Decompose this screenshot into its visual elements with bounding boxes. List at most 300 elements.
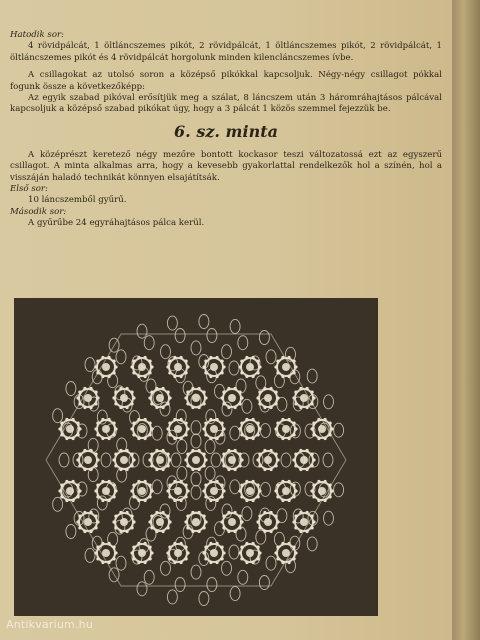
flower-petal [329, 422, 332, 425]
flower-petal [329, 484, 332, 487]
mesh-loop [222, 345, 232, 359]
flower-petal [149, 546, 152, 549]
mesh-loop [116, 350, 126, 364]
flower-petal [288, 499, 291, 502]
flower-petal [148, 458, 151, 461]
mesh-loop [207, 329, 217, 343]
flower-petal [132, 484, 135, 487]
flower-petal [245, 437, 248, 440]
flower-petal [209, 437, 212, 440]
flower-petal [294, 402, 297, 405]
flower-petal [60, 433, 63, 436]
row-six-paragraph: 4 rövidpálcát, 1 öltláncszemes pikót, 2 rövidpálcát, 1 öltláncszemes pikót, 2 rövidpálcát, 1 öltláncszemes pikót és 4 rövidpálcát horgolunk minden kilencláncszemes ívbe. [10, 41, 442, 63]
flower-petal [293, 495, 296, 498]
flower-center [318, 487, 326, 495]
flower-petal [167, 453, 170, 456]
flower-center [174, 549, 182, 557]
flower-petal [263, 511, 266, 514]
flower-petal [132, 520, 135, 523]
flower-petal [94, 489, 97, 492]
flower-petal [312, 433, 315, 436]
flower-petal [95, 453, 98, 456]
flower-petal [108, 480, 111, 483]
flower-petal [76, 396, 79, 399]
flower-petal [184, 396, 187, 399]
flower-petal [204, 484, 207, 487]
flower-petal [144, 418, 147, 421]
flower-petal [257, 371, 260, 374]
flower-petal [258, 551, 261, 554]
flower-petal [239, 402, 242, 405]
flower-petal [180, 418, 183, 421]
flower-petal [150, 551, 153, 554]
flower-petal [240, 557, 243, 560]
flower-petal [184, 520, 187, 523]
flower-petal [216, 418, 219, 421]
flower-petal [270, 511, 273, 514]
flower-petal [131, 515, 134, 518]
flower-petal [245, 542, 248, 545]
flower-petal [137, 561, 140, 564]
flower-petal [168, 557, 171, 560]
flower-petal [131, 402, 134, 405]
flower-petal [275, 526, 278, 529]
flower-petal [58, 489, 61, 492]
flower-petal [234, 530, 237, 533]
flower-petal [72, 418, 75, 421]
flower-petal [240, 546, 243, 549]
flower-petal [258, 402, 261, 405]
mesh-loop [175, 578, 185, 592]
flower-petal [281, 437, 284, 440]
flower-petal [155, 530, 158, 533]
flower-petal [166, 551, 169, 554]
mesh-loop [324, 395, 334, 409]
flower-center [138, 549, 146, 557]
flower-petal [275, 402, 278, 405]
flower-petal [203, 515, 206, 518]
flower-petal [101, 418, 104, 421]
flower-petal [185, 546, 188, 549]
flower-petal [96, 396, 99, 399]
flower-petal [168, 433, 171, 436]
flower-petal [299, 449, 302, 452]
flower-petal [155, 406, 158, 409]
flower-center [174, 487, 182, 495]
flower-petal [204, 458, 207, 461]
flower-petal [132, 495, 135, 498]
flower-petal [276, 422, 279, 425]
flower-petal [203, 453, 206, 456]
flower-petal [108, 375, 111, 378]
flower-petal [294, 427, 297, 430]
flower-petal [78, 526, 81, 529]
flower-petal [306, 511, 309, 514]
flower-petal [204, 422, 207, 425]
mesh-loop [167, 590, 177, 604]
mesh-loop [152, 480, 162, 494]
spider-paragraph: Az egyik szabad pikóval erősítjük meg a szálat, 8 láncszem után 3 háromráhajtásos pálcával kapcsoljuk a középső szabad pikókat úgy, hogy a 3 pálcát 1 közös szemmel fejezzük be. [10, 93, 442, 115]
flower-petal [113, 371, 116, 374]
flower-petal [148, 396, 151, 399]
flower-center [246, 487, 254, 495]
flower-petal [186, 391, 189, 394]
flower-petal [180, 499, 183, 502]
mesh-loop [230, 426, 240, 440]
flower-petal [238, 551, 241, 554]
flower-center [246, 363, 254, 371]
flower-petal [119, 511, 122, 514]
flower-petal [126, 468, 129, 471]
flower-petal [227, 468, 230, 471]
flower-petal [274, 551, 277, 554]
flower-center [300, 456, 308, 464]
flower-petal [150, 489, 153, 492]
flower-petal [258, 526, 261, 529]
flower-petal [312, 484, 315, 487]
flower-petal [96, 484, 99, 487]
flower-petal [150, 391, 153, 394]
flower-petal [312, 458, 315, 461]
flower-petal [108, 561, 111, 564]
flower-petal [65, 480, 68, 483]
flower-petal [209, 480, 212, 483]
flower-petal [90, 449, 93, 452]
mesh-loop [334, 483, 344, 497]
flower-petal [263, 406, 266, 409]
flower-petal [329, 495, 332, 498]
flower-petal [126, 387, 129, 390]
flower-petal [221, 422, 224, 425]
flower-petal [198, 449, 201, 452]
flower-petal [240, 360, 243, 363]
flower-petal [324, 437, 327, 440]
flower-petal [239, 526, 242, 529]
flower-petal [209, 418, 212, 421]
flower-petal [168, 495, 171, 498]
flower-petal [162, 387, 165, 390]
flower-petal [311, 515, 314, 518]
flower-petal [78, 464, 81, 467]
flower-petal [234, 511, 237, 514]
flower-petal [204, 495, 207, 498]
flower-center [120, 394, 128, 402]
mesh-loop [53, 497, 63, 511]
flower-petal [186, 526, 189, 529]
flower-petal [150, 453, 153, 456]
mesh-loop [199, 315, 209, 329]
flower-center [66, 487, 74, 495]
mesh-loop [238, 336, 248, 350]
mesh-loop [259, 576, 269, 590]
flower-petal [94, 365, 97, 368]
flower-petal [257, 433, 260, 436]
flower-petal [150, 515, 153, 518]
flower-center [192, 456, 200, 464]
flower-petal [292, 396, 295, 399]
flower-petal [240, 520, 243, 523]
flower-petal [204, 546, 207, 549]
flower-petal [185, 484, 188, 487]
flower-petal [276, 360, 279, 363]
flower-center [228, 394, 236, 402]
flower-petal [144, 542, 147, 545]
flower-center [300, 394, 308, 402]
flower-petal [198, 511, 201, 514]
flower-petal [77, 422, 80, 425]
flower-petal [168, 520, 171, 523]
flower-center [156, 518, 164, 526]
flower-center [138, 487, 146, 495]
flower-petal [137, 437, 140, 440]
flower-petal [149, 433, 152, 436]
flower-center [210, 363, 218, 371]
flower-petal [113, 360, 116, 363]
flower-petal [263, 468, 266, 471]
flower-petal [173, 437, 176, 440]
flower-petal [144, 437, 147, 440]
flower-petal [113, 557, 116, 560]
book-spine [452, 0, 480, 640]
mesh-loop [242, 399, 252, 413]
flower-petal [150, 402, 153, 405]
flower-petal [96, 546, 99, 549]
flower-petal [65, 499, 68, 502]
flower-petal [78, 515, 81, 518]
flower-petal [204, 360, 207, 363]
flower-petal [191, 511, 194, 514]
flower-center [156, 456, 164, 464]
flower-petal [216, 375, 219, 378]
flower-petal [131, 526, 134, 529]
flower-petal [288, 418, 291, 421]
flower-petal [216, 356, 219, 359]
flower-petal [114, 515, 117, 518]
flower-petal [168, 484, 171, 487]
flower-petal [238, 427, 241, 430]
flower-petal [126, 406, 129, 409]
flower-petal [288, 542, 291, 545]
flower-petal [148, 520, 151, 523]
flower-petal [310, 489, 313, 492]
flower-petal [220, 520, 223, 523]
flower-petal [101, 437, 104, 440]
flower-petal [155, 468, 158, 471]
flower-petal [258, 489, 261, 492]
mesh-loop [144, 570, 154, 584]
flower-petal [317, 499, 320, 502]
flower-center [66, 425, 74, 433]
flower-center [246, 549, 254, 557]
mesh-loop [66, 382, 76, 396]
flower-center [120, 518, 128, 526]
flower-center [282, 487, 290, 495]
flower-petal [203, 464, 206, 467]
flower-petal [180, 375, 183, 378]
flower-center [246, 425, 254, 433]
flower-petal [101, 375, 104, 378]
flower-petal [239, 391, 242, 394]
flower-petal [130, 427, 133, 430]
flower-petal [60, 484, 63, 487]
flower-petal [312, 495, 315, 498]
flower-petal [310, 427, 313, 430]
flower-petal [252, 542, 255, 545]
flower-petal [216, 561, 219, 564]
flower-petal [191, 468, 194, 471]
flower-center [228, 518, 236, 526]
flower-petal [185, 422, 188, 425]
flower-petal [180, 437, 183, 440]
flower-petal [96, 520, 99, 523]
flower-petal [293, 371, 296, 374]
flower-petal [168, 371, 171, 374]
flower-petal [131, 464, 134, 467]
flower-petal [270, 449, 273, 452]
flower-petal [299, 511, 302, 514]
flower-center [84, 456, 92, 464]
flower-petal [167, 515, 170, 518]
mesh-loop [161, 561, 171, 575]
flower-petal [95, 402, 98, 405]
flower-center [282, 425, 290, 433]
flower-petal [276, 495, 279, 498]
mesh-loop [152, 426, 162, 440]
flower-petal [77, 433, 80, 436]
flower-petal [173, 499, 176, 502]
mesh-loop [137, 324, 147, 338]
flower-petal [185, 371, 188, 374]
flower-petal [245, 418, 248, 421]
flower-petal [258, 427, 261, 430]
flower-petal [78, 402, 81, 405]
flower-petal [113, 422, 116, 425]
mesh-loop [242, 507, 252, 521]
flower-petal [239, 464, 242, 467]
flower-petal [149, 422, 152, 425]
flower-petal [166, 365, 169, 368]
flower-petal [114, 427, 117, 430]
flower-petal [220, 396, 223, 399]
flower-petal [191, 387, 194, 390]
mesh-loop [53, 409, 63, 423]
flower-petal [240, 371, 243, 374]
flower-petal [204, 520, 207, 523]
mesh-loop [66, 525, 76, 539]
flower-petal [257, 546, 260, 549]
mesh-loop [229, 361, 239, 375]
flower-petal [173, 418, 176, 421]
flower-petal [306, 387, 309, 390]
flower-petal [167, 402, 170, 405]
mesh-loop [199, 592, 209, 606]
flower-petal [191, 530, 194, 533]
flower-petal [312, 422, 315, 425]
flower-petal [263, 449, 266, 452]
flower-center [210, 425, 218, 433]
flower-petal [258, 391, 261, 394]
flower-petal [311, 464, 314, 467]
flower-petal [166, 427, 169, 430]
flower-petal [186, 365, 189, 368]
flower-petal [330, 489, 333, 492]
flower-petal [299, 530, 302, 533]
flower-petal [130, 489, 133, 492]
flower-petal [119, 468, 122, 471]
flower-petal [198, 468, 201, 471]
flower-petal [240, 495, 243, 498]
flower-petal [292, 458, 295, 461]
flower-petal [96, 360, 99, 363]
row-six-label: Hatodik sor: [10, 30, 65, 40]
flower-petal [137, 480, 140, 483]
flower-petal [114, 402, 117, 405]
mesh-loop [230, 319, 240, 333]
flower-petal [324, 480, 327, 483]
flower-petal [209, 542, 212, 545]
flower-petal [257, 557, 260, 560]
flower-petal [119, 530, 122, 533]
flower-petal [294, 391, 297, 394]
flower-petal [234, 387, 237, 390]
flower-petal [203, 526, 206, 529]
flower-petal [126, 511, 129, 514]
flower-petal [198, 406, 201, 409]
flower-petal [76, 520, 79, 523]
flower-petal [137, 418, 140, 421]
flower-center [102, 487, 110, 495]
flower-petal [293, 433, 296, 436]
flower-petal [94, 551, 97, 554]
flower-petal [144, 356, 147, 359]
flower-petal [167, 464, 170, 467]
flower-petal [252, 418, 255, 421]
flower-petal [227, 511, 230, 514]
flower-center [282, 363, 290, 371]
flower-petal [245, 480, 248, 483]
flower-petal [126, 449, 129, 452]
mesh-loop [101, 453, 111, 467]
flower-petal [222, 551, 225, 554]
flower-petal [238, 489, 241, 492]
flower-petal [95, 391, 98, 394]
flower-petal [198, 530, 201, 533]
mesh-loop [229, 545, 239, 559]
flower-petal [191, 449, 194, 452]
flower-petal [240, 484, 243, 487]
second-row-text: A gyűrűbe 24 egyráhajtásos pálca kerül. [28, 218, 205, 229]
flower-petal [131, 391, 134, 394]
flower-petal [270, 406, 273, 409]
flower-petal [252, 499, 255, 502]
flower-center [192, 518, 200, 526]
flower-petal [311, 391, 314, 394]
flower-petal [276, 484, 279, 487]
flower-petal [90, 530, 93, 533]
flower-petal [101, 542, 104, 545]
flower-center [156, 394, 164, 402]
flower-petal [113, 546, 116, 549]
flower-petal [132, 422, 135, 425]
flower-petal [113, 433, 116, 436]
flower-petal [221, 360, 224, 363]
flower-petal [83, 511, 86, 514]
flower-center [264, 456, 272, 464]
flower-petal [234, 449, 237, 452]
flower-petal [281, 561, 284, 564]
flower-petal [162, 449, 165, 452]
flower-petal [191, 406, 194, 409]
